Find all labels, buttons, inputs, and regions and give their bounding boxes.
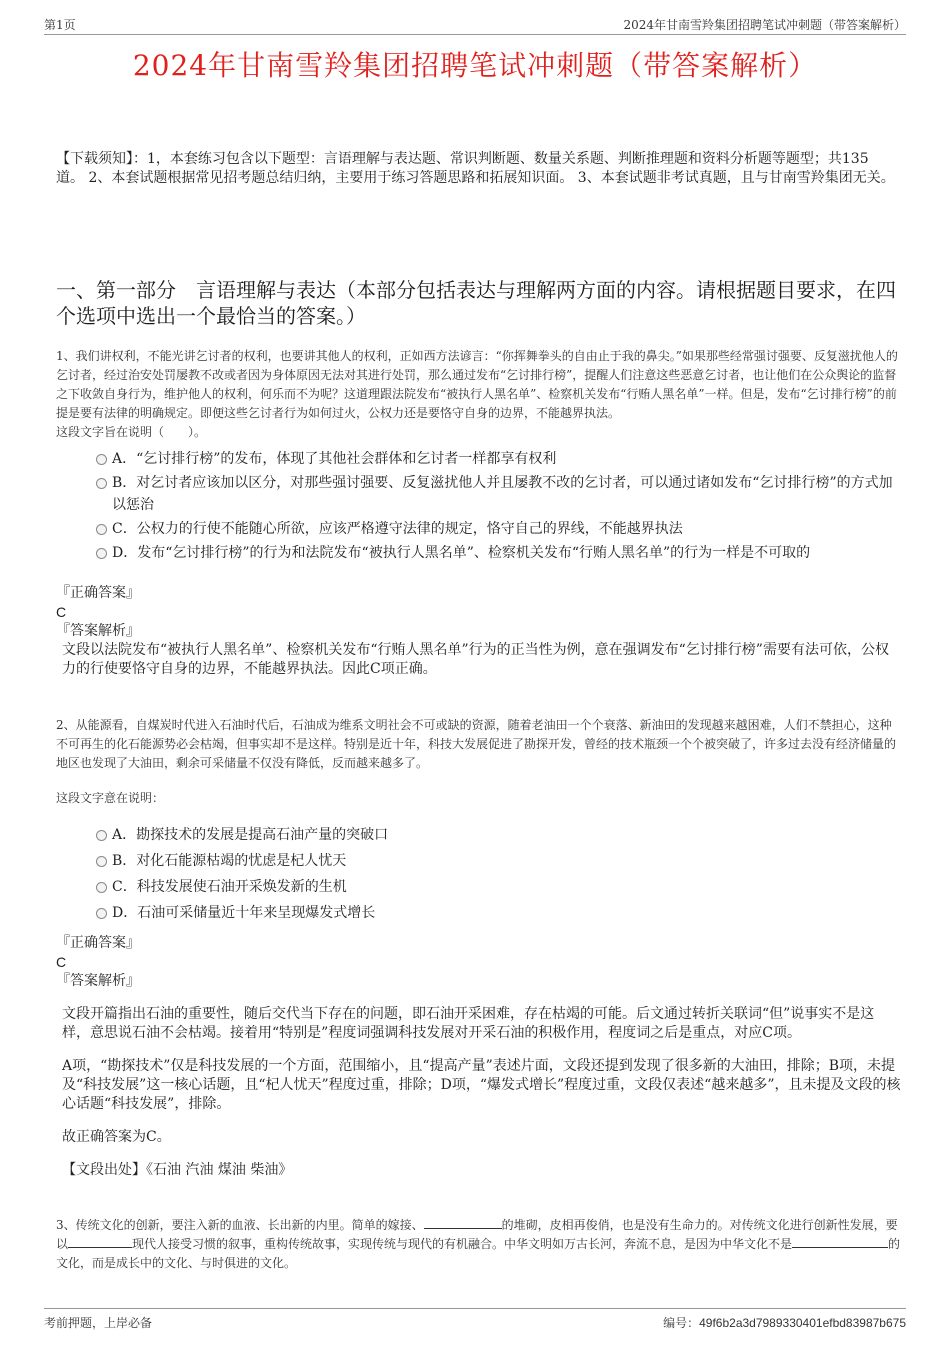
answer-block [56,584,901,679]
option-d[interactable]: D．发布“乞讨排行榜”的行为和法院发布“被执行人黑名单”、检察机关发布“行贿人黑名单”的行为一样是不可取的 [56,542,901,564]
download-note: 【下载须知】：1，本套练习包含以下题型：言语理解与表达题、常识判断题、数量关系题、判断推理题和资料分析题等题型；共135道。 2、本套试题根据常见招考题总结归纳，主要用于练习答题思路和拓展知识面。 3、本套试题非考试真题，且与甘南雪羚集团无关。 [56,151,895,186]
section-heading: 一、第一部分 言语理解与表达（本部分包括表达与理解两方面的内容。请根据题目要求，在四个选项中选出一个最恰当的答案。） [56,278,896,328]
option-b[interactable]: B．对乞讨者应该加以区分，对那些强讨强要、反复滋扰他人并且屡教不改的乞讨者，可以通过诸如发布“乞讨排行榜”的方式加以惩治 [56,472,901,516]
page-footer [44,1308,906,1331]
radio-icon[interactable] [96,882,107,893]
question-1 [56,347,901,679]
header-doc-title: 2024年甘南雪羚集团招聘笔试冲刺题（带答案解析） [623,18,906,32]
option-d[interactable]: D．石油可采储量近十年来呈现爆发式增长 [56,902,901,924]
document-title: 2024年甘南雪羚集团招聘笔试冲刺题（带答案解析） [132,49,818,82]
answer-label: 『正确答案』 [56,585,140,601]
footer-slogan: 考前押题，上岸必备 [44,1316,153,1330]
options-list [56,824,901,924]
options-list [56,448,901,564]
page-number: 第1页 [44,18,76,32]
question-3 [56,1216,901,1273]
question-prompt: 这段文字旨在说明（ ）。 [56,425,207,439]
question-2 [56,716,901,1180]
conclusion-text: 故正确答案为C。 [62,1129,171,1145]
page-header [44,14,906,35]
source-text: 【文段出处】《石油 汽油 煤油 柴油》 [62,1162,293,1178]
radio-icon[interactable] [96,830,107,841]
radio-icon[interactable] [96,478,107,489]
radio-icon[interactable] [96,908,107,919]
option-a[interactable]: A．“乞讨排行榜”的发布，体现了其他社会群体和乞讨者一样都享有权利 [56,448,901,470]
fill-blank[interactable] [792,1235,888,1248]
analysis-label: 『答案解析』 [56,973,140,989]
radio-icon[interactable] [96,524,107,535]
question-stem: 2、从能源看，自煤炭时代进入石油时代后，石油成为维系文明社会不可或缺的资源，随着老油田一个个衰落、新油田的发现越来越困难，人们不禁担心，这种不可再生的化石能源势必会枯竭，但事实却不是这样。特别是近十年，科技大发展促进了勘探开发，曾经的技术瓶颈一个个被突破了，许多过去没有经济储量的地区也发现了大油田，剩余可采储量不仅没有降低，反而越来越多了。 [56,718,897,770]
answer-label: 『正确答案』 [56,935,140,951]
radio-icon[interactable] [96,454,107,465]
radio-icon[interactable] [96,548,107,559]
answer-value: C [56,604,67,620]
fill-blank[interactable] [68,1235,132,1248]
analysis-label: 『答案解析』 [56,623,140,639]
document-id: 编号：49f6b2a3d7989330401efbd83987b675 [663,1316,906,1330]
question-prompt: 这段文字意在说明： [56,791,165,805]
question-stem: 1、我们讲权利，不能光讲乞讨者的权利，也要讲其他人的权利，正如西方法谚言：“你挥舞拳头的自由止于我的鼻尖。”如果那些经常强讨强要、反复滋扰他人的乞讨者，经过治安处罚屡教不改或者因为身体原因无法对其进行处罚，那么通过发布“乞讨排行榜”，提醒人们注意这些恶意乞讨者，也让他们在公众舆论的监督之下收敛自身行为，维护他人的权利，何乐而不为呢？这道理跟法院发布“被执行人黑名单”、检察机关发布“行贿人黑名单”一样。但是，发布“乞讨排行榜”的前提是要有法律的明确规定。即便这些乞讨者行为如何过火，公权力还是要恪守自身的边界，不能越界执法。 [56,349,898,420]
option-c[interactable]: C．科技发展使石油开采焕发新的生机 [56,876,901,898]
option-b[interactable]: B．对化石能源枯竭的忧虑是杞人忧天 [56,850,901,872]
option-c[interactable]: C．公权力的行使不能随心所欲，应该严格遵守法律的规定，恪守自己的界线，不能越界执法 [56,518,901,540]
analysis-text-1: 文段开篇指出石油的重要性，随后交代当下存在的问题，即石油开采困难，存在枯竭的可能。后文通过转折关联词“但”说事实不是这样，意思说石油不会枯竭。接着用“特别是”程度词强调科技发展对开采石油的积极作用，程度词之后是重点，对应C项。 [62,1006,875,1041]
analysis-text: 文段以法院发布“被执行人黑名单”、检察机关发布“行贿人黑名单”行为的正当性为例，意在强调发布“乞讨排行榜”需要有法可依，公权力的行使要恪守自身的边界，不能越界执法。因此C项正确。 [62,642,889,677]
fill-blank[interactable] [424,1216,502,1229]
answer-value: C [56,954,67,970]
question-stem: 3、传统文化的创新，要注入新的血液、长出新的内里。简单的嫁接、 的堆砌，皮相再俊俏，也是没有生命力的。对传统文化进行创新性发展，要以 现代人接受习惯的叙事，重构传统故事，实现传统与现代的有机融合。中华文明如万古长河，奔流不息，是因为中华文化不是 的文化，而是成长中的文化、与时俱进的文化。 [56,1218,901,1270]
analysis-text-2: A项，“勘探技术”仅是科技发展的一个方面，范围缩小，且“提高产量”表述片面，文段还提到发现了很多新的大油田，排除；B项，未提及“科技发展”这一核心话题，且“杞人忧天”程度过重，排除；D项，“爆发式增长”程度过重，文段仅表述“越来越多”，且未提及文段的核心话题“科技发展”，排除。 [62,1058,901,1112]
radio-icon[interactable] [96,856,107,867]
option-a[interactable]: A．勘探技术的发展是提高石油产量的突破口 [56,824,901,846]
answer-block [56,934,901,1180]
